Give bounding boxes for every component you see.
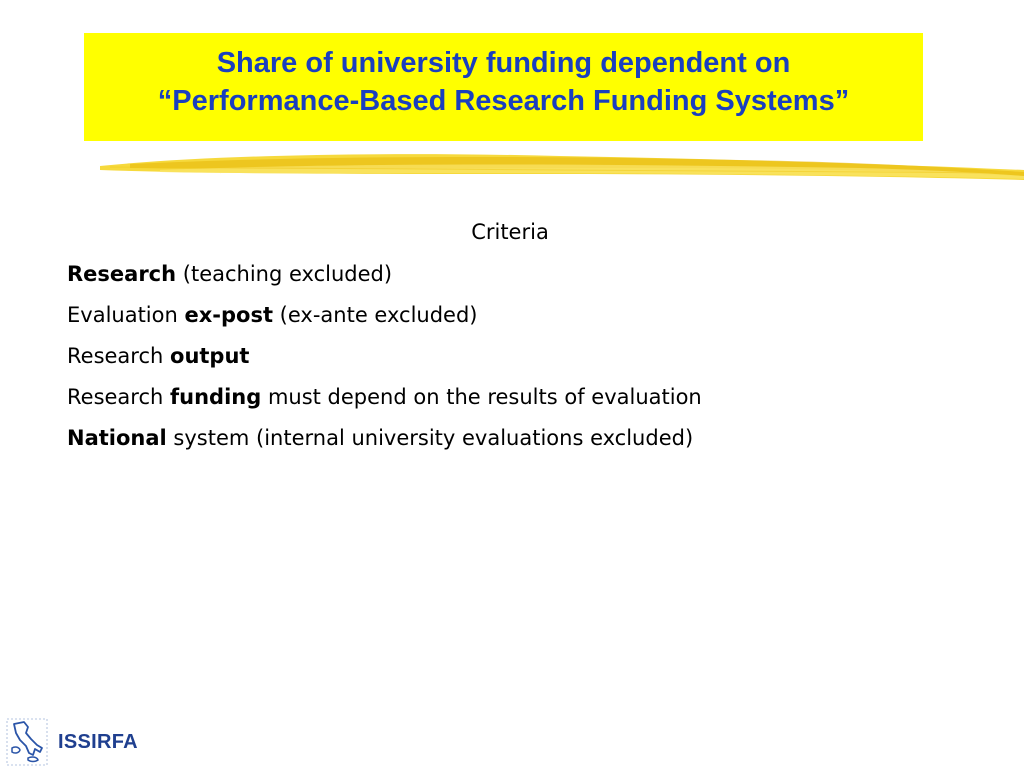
criteria-item-output (67, 336, 967, 377)
slide-title-line-1: Share of university funding dependent on (216, 47, 791, 79)
italy-map-icon (6, 718, 48, 766)
issirfa-logo (6, 718, 138, 766)
criteria-item-pre: Research (67, 344, 171, 368)
criteria-heading: Criteria (471, 220, 549, 244)
criteria-item-bold: National (67, 426, 167, 450)
brush-stroke-divider (100, 148, 1024, 188)
criteria-item-evaluation (67, 295, 967, 336)
criteria-list (67, 214, 967, 459)
criteria-item-national (67, 418, 967, 459)
criteria-item-bold: funding (170, 385, 262, 409)
title-box (84, 33, 923, 141)
criteria-item-post: (ex-ante excluded) (273, 303, 478, 327)
criteria-item-post: must depend on the results of evaluation (261, 385, 702, 409)
criteria-item-research (67, 254, 967, 295)
criteria-item-bold: Research (67, 262, 177, 286)
logo-text: ISSIRFA (58, 730, 138, 753)
criteria-item-funding (67, 377, 967, 418)
criteria-item-bold: ex-post (184, 303, 273, 327)
criteria-item-bold: output (170, 344, 250, 368)
criteria-item-post: (teaching excluded) (176, 262, 393, 286)
criteria-item-post: system (internal university evaluations excluded) (166, 426, 694, 450)
slide-title-line-2: “Performance-Based Research Funding Systems” (157, 85, 850, 117)
criteria-item-pre: Research (67, 385, 171, 409)
criteria-item-pre: Evaluation (67, 303, 185, 327)
